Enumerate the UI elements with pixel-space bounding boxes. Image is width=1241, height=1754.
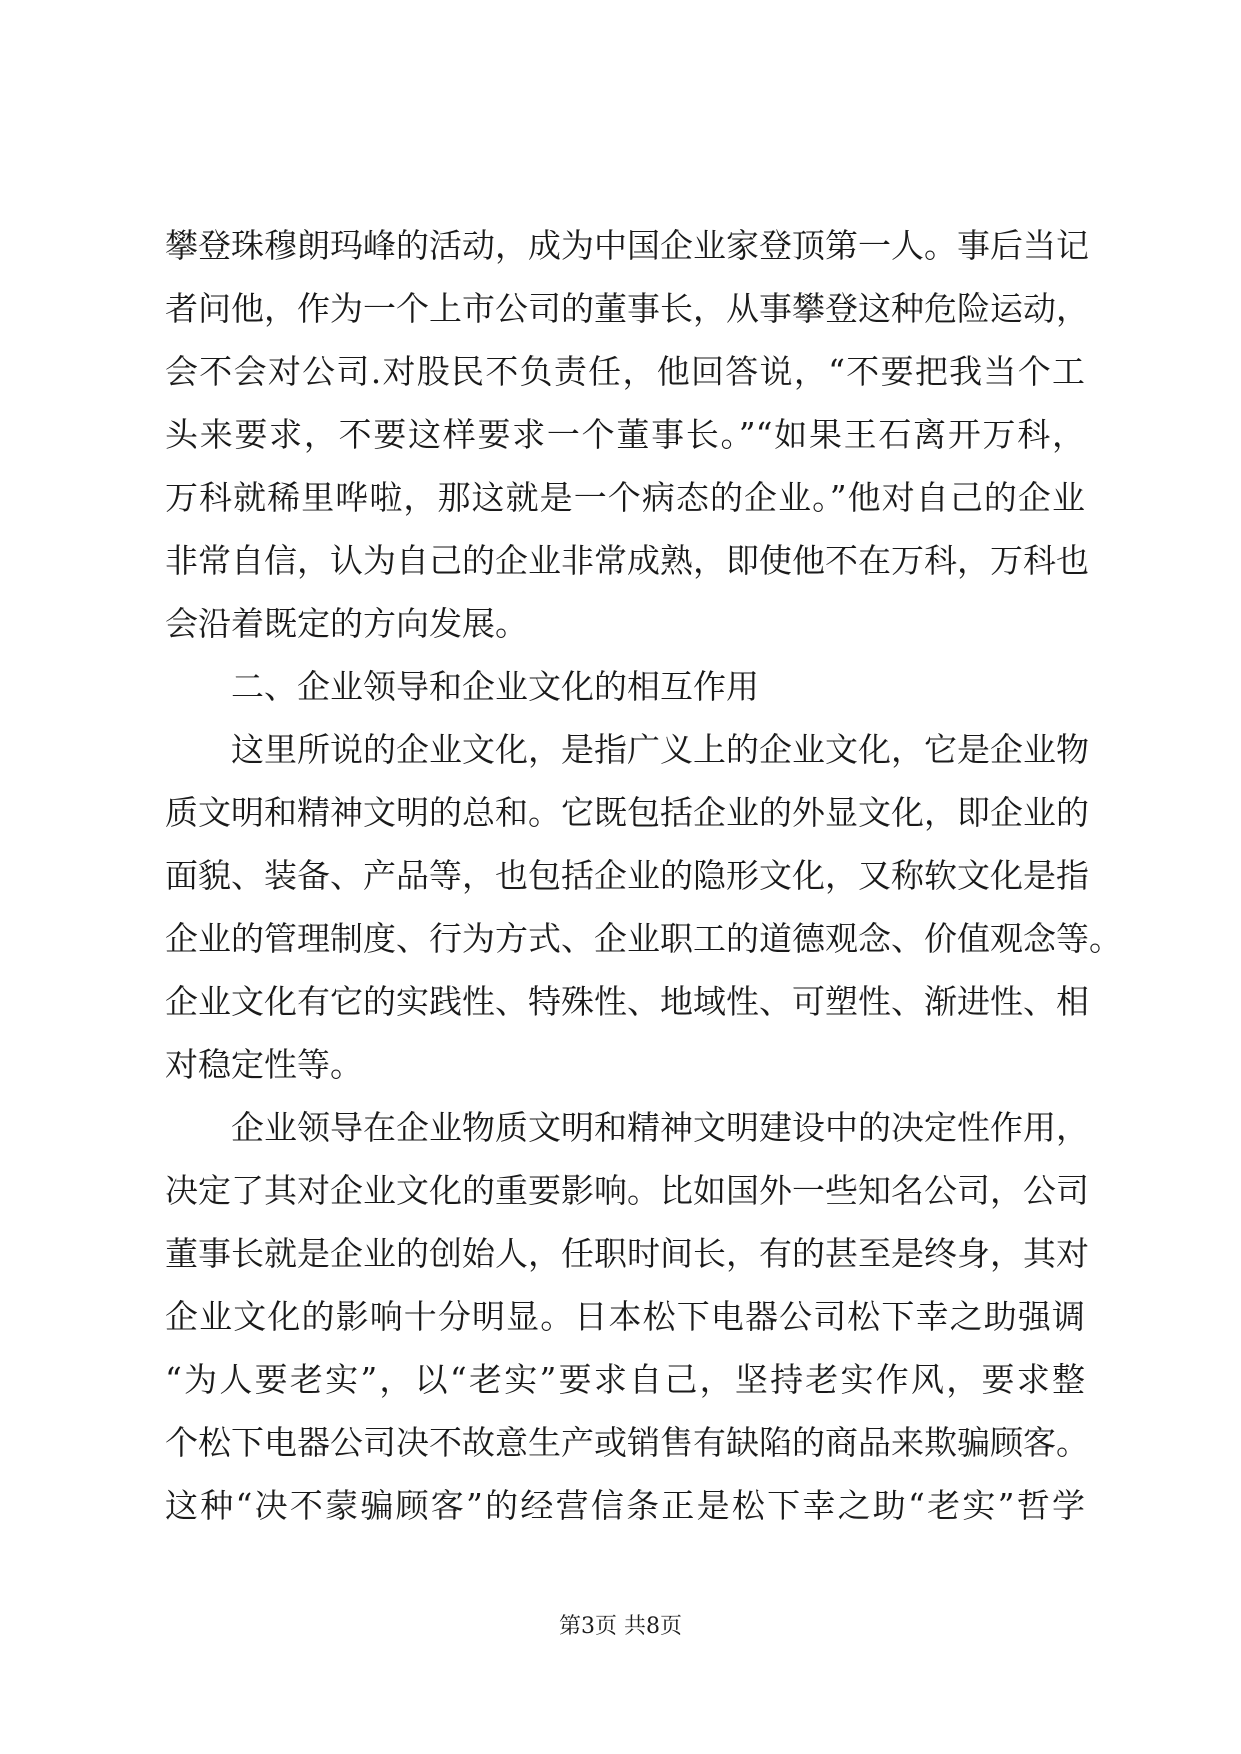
text-line: 这里所说的企业文化，是指广义上的企业文化，它是企业物: [231, 730, 1089, 769]
text-line: 攀登珠穆朗玛峰的活动，成为中国企业家登顶第一人。事后当记: [165, 226, 1089, 265]
text-line: 者问他，作为一个上市公司的董事长，从事攀登这种危险运动，: [165, 289, 1089, 328]
page-number: 第3页 共8页: [559, 1614, 682, 1639]
text-line: 非常自信，认为自己的企业非常成熟，即使他不在万科，万科也: [165, 541, 1089, 580]
text-line: 企业文化的影响十分明显。日本松下电器公司松下幸之助强调: [165, 1297, 1085, 1336]
paragraph-continuation: [165, 214, 1089, 655]
heading-text: 二、企业领导和企业文化的相互作用: [231, 667, 759, 706]
text-line: 万科就稀里哗啦，那这就是一个病态的企业。”他对自己的企业: [165, 478, 1085, 517]
text-line: 会沿着既定的方向发展。: [165, 604, 528, 643]
text-line: 企业的管理制度、行为方式、企业职工的道德观念、价值观念等。: [165, 919, 1122, 958]
text-line: 董事长就是企业的创始人，任职时间长，有的甚至是终身，其对: [165, 1234, 1089, 1273]
text-line: 这种“决不蒙骗顾客”的经营信条正是松下幸之助“老实”哲学: [165, 1486, 1085, 1525]
text-line: 面貌、装备、产品等，也包括企业的隐形文化，又称软文化是指: [165, 856, 1089, 895]
text-line: 企业文化有它的实践性、特殊性、地域性、可塑性、渐进性、相: [165, 982, 1089, 1021]
text-line: 个松下电器公司决不故意生产或销售有缺陷的商品来欺骗顾客。: [165, 1423, 1089, 1462]
paragraph: [165, 718, 1122, 1096]
text-line: 头来要求，不要这样要求一个董事长。”“如果王石离开万科，: [165, 415, 1085, 454]
text-line: 企业领导在企业物质文明和精神文明建设中的决定性作用，: [231, 1108, 1089, 1147]
page-footer: [0, 1612, 1241, 1642]
paragraph: [165, 1096, 1089, 1537]
text-line: 会不会对公司.对股民不负责任，他回答说，“不要把我当个工: [165, 352, 1085, 391]
text-line: 质文明和精神文明的总和。它既包括企业的外显文化，即企业的: [165, 793, 1089, 832]
text-line: 对稳定性等。: [165, 1045, 363, 1084]
text-line: “为人要老实”，以“老实”要求自己，坚持老实作风，要求整: [165, 1360, 1085, 1399]
text-line: 决定了其对企业文化的重要影响。比如国外一些知名公司，公司: [165, 1171, 1089, 1210]
section-heading: [165, 655, 1085, 718]
document-body: [165, 214, 1122, 1537]
